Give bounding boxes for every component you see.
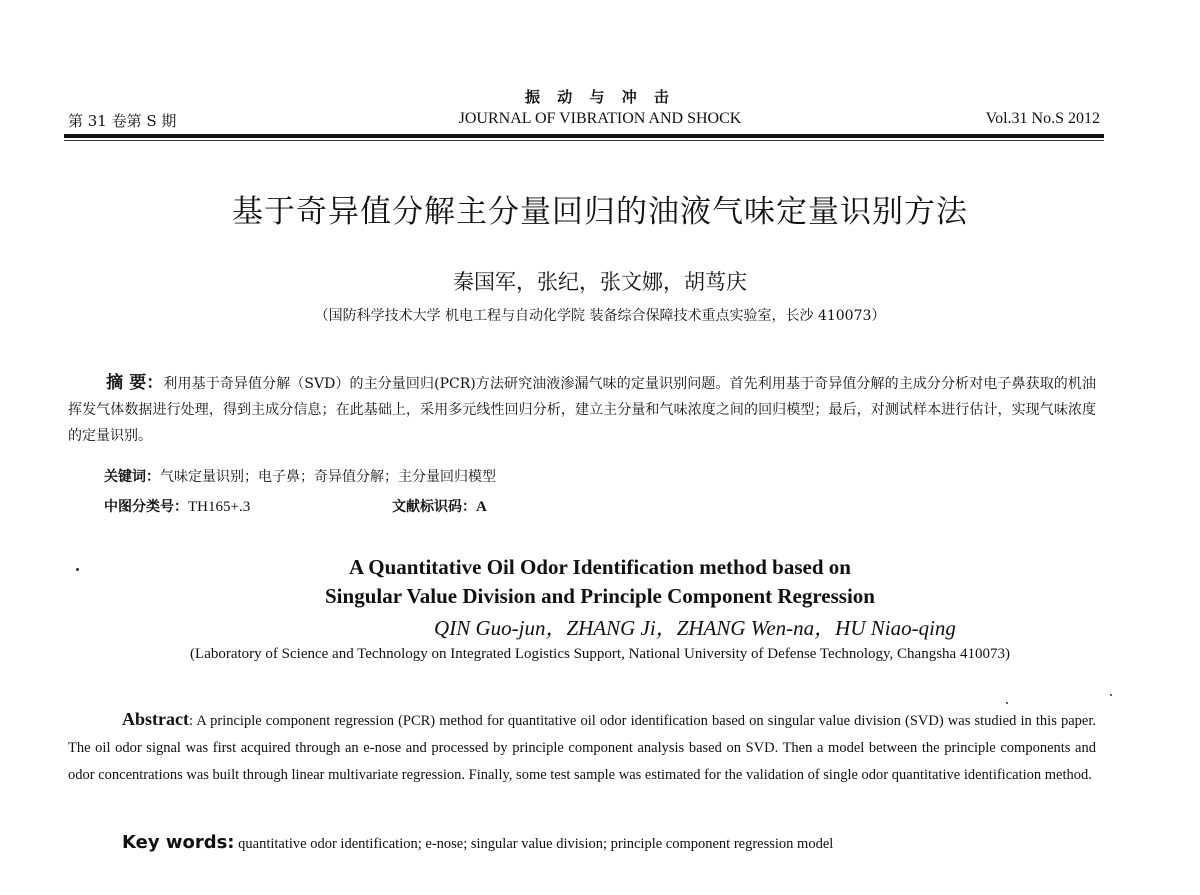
abstract-label-cn: 摘 要： <box>106 373 164 393</box>
abstract-cn <box>68 370 1096 449</box>
issue-cn: 第 31 卷第 S 期 <box>68 112 177 130</box>
affiliation-cn: （国防科学技术大学 机电工程与自动化学院 装备综合保障技术重点实验室，长沙 410073） <box>314 308 886 324</box>
document-code-label: 文献标识码： <box>392 499 476 515</box>
abstract-label-en: Abstract <box>122 709 189 729</box>
paper-title-en-line1: A Quantitative Oil Odor Identification method based on <box>349 555 851 579</box>
affiliation-en: (Laboratory of Science and Technology on Integrated Logistics Support, National University of Defense Technology, Changsha 410073) <box>190 646 1010 662</box>
keywords-label-cn: 关键词： <box>104 469 160 485</box>
header-rule-thick <box>64 134 1104 138</box>
keywords-text-en: quantitative odor identification; e-nose; singular value division; principle component regression model <box>238 836 834 852</box>
keywords-label-en: Key words: <box>122 832 235 853</box>
keywords-text-cn: 气味定量识别；电子鼻；奇异值分解；主分量回归模型 <box>160 469 496 485</box>
paper-title-cn: 基于奇异值分解主分量回归的油液气味定量识别方法 <box>232 194 968 230</box>
paper-title-en-line2: Singular Value Division and Principle Component Regression <box>325 584 875 608</box>
journal-name-en: JOURNAL OF VIBRATION AND SHOCK <box>458 110 742 127</box>
speck-mark <box>1110 694 1112 696</box>
authors-en-text: QIN Guo-jun，ZHANG Ji，ZHANG Wen-na，HU Niao-qing <box>434 616 956 640</box>
keywords-cn <box>104 466 496 486</box>
abstract-text-en: : A principle component regression (PCR) method for quantitative oil odor identification based on singular value division (SVD) was studied in this paper. The oil odor signal was first acquired through an e-nose and processed by principle component analysis based on SVD. Then a model between the principle components and odor concentrations was built through linear multivariate regression. Finally, some test sample was estimated for the validation of single odor quantitative identification method. <box>68 713 1096 783</box>
document-code-cn <box>392 496 487 516</box>
authors-en <box>0 612 1200 642</box>
authors-cn: 秦国军，张纪，张文娜，胡茑庆 <box>453 270 747 294</box>
paper-title-en <box>0 553 1200 611</box>
document-code-value: A <box>476 499 487 515</box>
header-rule-thin <box>64 140 1104 141</box>
keywords-en <box>122 832 833 853</box>
speck-mark <box>1006 702 1008 704</box>
classification-value: TH165+.3 <box>188 499 251 515</box>
abstract-text-cn: 利用基于奇异值分解（SVD）的主分量回归(PCR)方法研究油液渗漏气味的定量识别问题。首先利用基于奇异值分解的主成分分析对电子鼻获取的机油挥发气体数据进行处理，得到主成分信息；在此基础上，采用多元线性回归分析，建立主分量和气味浓度之间的回归模型；最后，对测试样本进行估计，实现气味浓度的定量识别。 <box>68 376 1096 444</box>
classification-cn <box>104 496 250 516</box>
abstract-en <box>68 706 1096 789</box>
classification-label: 中图分类号： <box>104 499 188 515</box>
volume-info: Vol.31 No.S 2012 <box>985 110 1100 127</box>
journal-name-cn: 振 动 与 冲 击 <box>525 88 675 106</box>
